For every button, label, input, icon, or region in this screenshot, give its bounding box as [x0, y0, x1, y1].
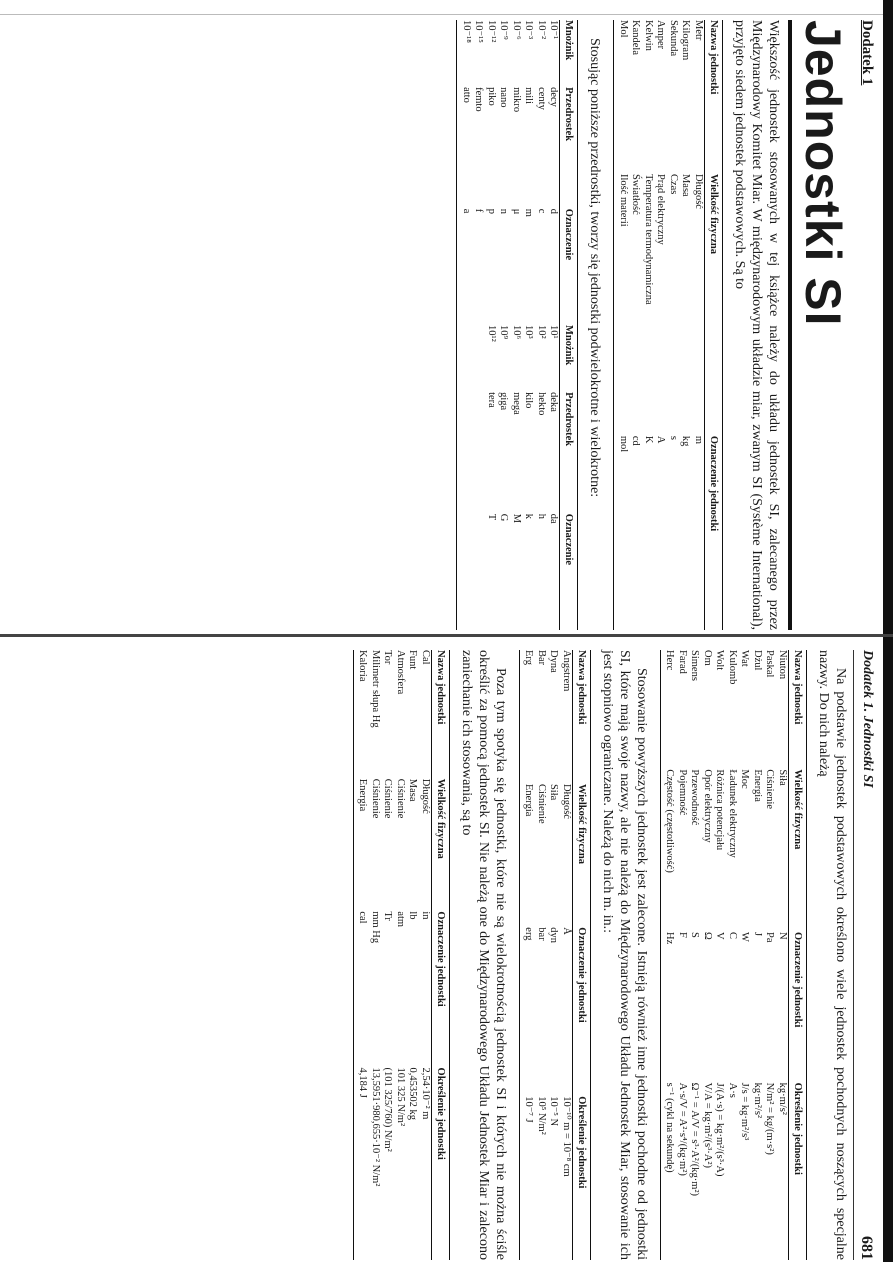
table-cell: F	[677, 932, 688, 938]
table-cell: lb	[407, 911, 419, 920]
table-row	[419, 650, 432, 1260]
table-cell: Wolt	[714, 650, 726, 671]
table-cell: deka	[548, 392, 560, 412]
table-cell: Opór elektryczny	[702, 769, 713, 843]
table-cell: A·s	[727, 1082, 738, 1098]
lower-page	[105, 650, 875, 1260]
table-header-row	[789, 650, 807, 1260]
table-cell: Funt	[407, 650, 419, 670]
table-row	[692, 20, 705, 630]
table-cell: Różnica potencjału	[714, 769, 726, 851]
table-cell: 13,5951·980,655·10⁻² N/m²	[370, 1067, 381, 1187]
table-cell: femto	[473, 87, 485, 112]
table-cell: Energia	[354, 779, 369, 912]
allowed-intro: Stosowanie powyższych jednostek jest zalecone. Istnieją również inne jednostki pochodne od jednostki SI, które mają swoje nazwy, ale nie należą do Międzynarodowego Układu Jednostek Miar, stosowanie ich jest stopniowo ograniczane. Należą do nich m. in.:	[600, 650, 649, 1260]
table-cell: 10⁻¹²	[486, 20, 497, 43]
table-cell: Energia	[520, 784, 535, 927]
derived-intro: Na podstawie jednostek podstawowych określono wiele jednostek pochodnych noszących specjalne nazwy. Do nich należą	[816, 650, 848, 1260]
table-cell: N	[777, 932, 788, 940]
table-cell: Bar	[536, 650, 547, 666]
column-header: Oznaczenie	[560, 514, 578, 630]
table-cell: cal	[354, 911, 369, 1067]
table-cell: 10⁻¹⁸	[457, 20, 472, 87]
column-header: Nazwa jednostki	[573, 650, 591, 784]
table-cell: Amper	[655, 20, 667, 50]
table-cell: Kandela	[630, 20, 642, 55]
table-cell: Siła	[777, 769, 788, 786]
table-cell: kg	[680, 435, 692, 447]
base-units-body	[614, 20, 705, 630]
column-header: Wielkość fizyczna	[705, 174, 723, 436]
table-header-row	[705, 20, 723, 630]
table-row	[726, 650, 739, 1260]
column-header: Przedrostek	[560, 87, 578, 209]
table-cell: J/(A·s) = kg·m²/(s³·A)	[714, 1082, 726, 1177]
table-cell: Temperatura termodynamiczna	[643, 173, 654, 305]
table-cell: atto	[457, 87, 472, 209]
table-row	[547, 20, 560, 630]
table-row	[654, 20, 667, 630]
table-cell: decy	[548, 87, 560, 107]
table-cell: A	[655, 435, 667, 444]
table-cell: 10⁻⁷ J	[520, 1096, 535, 1260]
table-cell: mikro	[511, 87, 522, 113]
table-row	[614, 20, 629, 630]
table-header-row	[432, 650, 450, 1260]
table-cell: centy	[536, 87, 547, 110]
table-header-row	[573, 650, 591, 1260]
table-row	[679, 20, 692, 630]
table-cell: N/m² = kg/(m·s²)	[764, 1082, 776, 1155]
appendix-label: Dodatek 1	[859, 20, 875, 86]
table-cell: Ilość materii	[614, 174, 629, 436]
table-cell: mili	[523, 87, 535, 105]
table-row	[751, 650, 764, 1260]
table-row	[667, 20, 680, 630]
table-cell: Siła	[548, 783, 560, 801]
table-cell: giga	[498, 392, 510, 411]
table-cell: G	[498, 513, 510, 522]
table-cell: Tr	[382, 911, 394, 921]
table-cell: dyn	[548, 927, 560, 944]
table-row	[676, 650, 689, 1260]
other-intro: Poza tym spotyka się jednostki, które nie są wielokrotnością jednostek SI i których nie można ściśle określić za pomocą jednostek SI. Nie należą one do Międzynarodowego Układu Jednostek Miar i zalecono zaniechanie ich stosowania, są to	[459, 650, 508, 1260]
table-cell: 10⁶	[511, 324, 522, 340]
column-header: Nazwa jednostki	[432, 650, 450, 779]
table-row	[354, 650, 369, 1260]
page-title: Jednostki SI	[788, 20, 852, 630]
table-cell: Ciśnienie	[382, 778, 394, 819]
table-row	[661, 650, 676, 1260]
table-cell: 0,453502 kg	[407, 1067, 419, 1121]
table-cell: 10⁻⁵ N	[548, 1096, 560, 1127]
table-cell	[472, 514, 485, 630]
table-cell: Kilogram	[680, 20, 692, 61]
table-cell: a	[457, 209, 472, 325]
table-cell: atm	[395, 911, 406, 928]
upper-page	[105, 20, 875, 630]
table-cell: Długość	[561, 783, 572, 819]
table-header-row	[560, 20, 578, 630]
table-cell: Długość	[693, 173, 704, 209]
column-header: Wielkość fizyczna	[789, 769, 807, 932]
table-cell: f	[473, 208, 485, 213]
table-cell: 10⁻¹⁰ m = 10⁻⁸ cm	[561, 1096, 572, 1177]
derived-units-table	[660, 650, 807, 1260]
deprecated-units-body	[354, 650, 432, 1260]
scan-edge-line	[0, 14, 893, 15]
table-cell	[472, 325, 485, 392]
table-cell: Energia	[752, 769, 763, 802]
running-header	[853, 650, 875, 1260]
column-header: Określenie jednostki	[573, 1096, 591, 1260]
table-cell: mm Hg	[370, 911, 381, 944]
table-cell: Ω	[702, 932, 713, 940]
table-cell: 10⁻¹⁵	[473, 20, 485, 43]
prefix-table-body	[457, 20, 560, 630]
table-row	[701, 650, 714, 1260]
column-header: Nazwa jednostki	[789, 650, 807, 769]
table-cell: S	[689, 932, 701, 938]
table-cell	[472, 392, 485, 514]
column-header: Wielkość fizyczna	[432, 779, 450, 912]
table-cell: tera	[486, 392, 497, 408]
table-row	[510, 20, 523, 630]
table-row	[763, 650, 776, 1260]
table-cell: (101 325/760) N/m²	[382, 1067, 394, 1152]
table-cell: 10⁹	[498, 324, 510, 340]
table-cell: K	[643, 435, 654, 444]
base-units-table	[614, 20, 724, 630]
table-row	[406, 650, 419, 1260]
table-cell: Pa	[764, 932, 776, 943]
table-cell: hekto	[536, 392, 547, 416]
column-header: Określenie jednostki	[789, 1083, 807, 1260]
table-cell: 10⁻⁹	[498, 20, 510, 40]
table-cell: Pojemność	[677, 769, 688, 816]
table-cell: 10⁻²	[536, 20, 547, 40]
table-row	[560, 650, 573, 1260]
table-cell: Kaloria	[354, 650, 369, 779]
table-cell: Hz	[661, 932, 676, 1083]
table-cell: Wat	[739, 650, 751, 667]
table-cell: Paskal	[764, 650, 776, 678]
table-cell: Ω⁻¹ = A/V = s³·A²/(kg·m²)	[689, 1082, 701, 1197]
table-cell: Dyna	[548, 650, 560, 673]
table-cell: 2,54·10⁻² m	[420, 1067, 431, 1120]
table-cell: Ładunek elektryczny	[727, 769, 738, 858]
column-header: Określenie jednostki	[432, 1068, 450, 1260]
table-cell: s	[668, 435, 679, 440]
non-si-table	[519, 650, 591, 1260]
running-head: Dodatek 1. Jednostki SI	[860, 650, 875, 788]
table-cell: Moc	[739, 769, 751, 789]
table-cell: Światłość	[630, 173, 642, 215]
table-cell: C	[727, 932, 738, 940]
prefix-table	[457, 20, 579, 630]
table-cell: c	[536, 208, 547, 214]
deprecated-units-table	[353, 650, 450, 1260]
table-cell: 10³	[523, 324, 535, 339]
table-cell: Tor	[382, 650, 394, 665]
table-cell: Masa	[680, 173, 692, 197]
derived-units-body	[661, 650, 789, 1260]
table-cell	[457, 514, 472, 630]
page-number: 681	[858, 1236, 875, 1260]
table-cell: V/A = kg·m²/(s³·A²)	[702, 1082, 713, 1168]
table-cell: Prąd elektryczny	[655, 173, 667, 245]
table-cell: bar	[536, 927, 547, 941]
table-cell: J	[752, 932, 763, 937]
table-cell: Sekunda	[668, 20, 679, 57]
non-si-body	[520, 650, 573, 1260]
table-cell: Herc	[661, 650, 676, 769]
table-cell: M	[511, 513, 522, 524]
table-cell: A·s/V = A²·s⁴/(kg·m²)	[677, 1082, 688, 1176]
column-header: Oznaczenie jednostki	[789, 932, 807, 1083]
table-cell: 10¹	[548, 324, 560, 339]
table-cell: p	[486, 208, 497, 215]
table-cell: cd	[630, 435, 642, 446]
table-cell: kg·m/s²	[777, 1082, 788, 1115]
table-cell: Metr	[693, 20, 704, 41]
table-cell: piko	[486, 87, 497, 106]
intro-paragraph: Większość jednostek stosowanych w tej książce należy do układu jednostek SI, zalecanego przez Międzynarodowy Komitet Miar. W międzynarodowym układzie miar, zwanym SI (Système International), przyjęto siedem jednostek podstawowych. Są to	[732, 20, 781, 630]
table-row	[688, 650, 701, 1260]
table-cell: 10⁻³	[523, 20, 535, 40]
column-header: Oznaczenie	[560, 209, 578, 325]
table-row	[522, 20, 535, 630]
table-cell: Farad	[677, 650, 688, 674]
table-cell: erg	[520, 927, 535, 1096]
table-cell: Długość	[420, 778, 431, 814]
table-cell: nano	[498, 87, 510, 108]
table-cell: da	[548, 513, 560, 524]
table-cell: Ciśnienie	[370, 778, 381, 819]
table-cell: 10²	[536, 324, 547, 339]
column-header: Mnożnik	[560, 325, 578, 392]
table-cell: J/s = kg·m²/s³	[739, 1082, 751, 1141]
table-cell: Å	[561, 927, 572, 935]
table-cell: Mol	[614, 20, 629, 174]
table-cell: T	[486, 513, 497, 521]
page-fold-divider	[0, 634, 893, 637]
table-row	[381, 650, 394, 1260]
table-cell: mega	[511, 392, 522, 415]
table-cell: W	[739, 932, 751, 942]
table-row	[394, 650, 407, 1260]
table-cell: s⁻¹ (cykl na sekundę)	[661, 1083, 676, 1260]
table-cell: Czas	[668, 173, 679, 195]
table-cell: Kelwin	[643, 20, 654, 51]
table-cell: 4,184 J	[354, 1068, 369, 1260]
table-row	[520, 650, 535, 1260]
table-cell: Ciśnienie	[395, 778, 406, 819]
table-cell: Simens	[689, 650, 701, 681]
table-cell: in	[420, 911, 431, 920]
table-cell: Milimetr słupa Hg	[370, 650, 381, 728]
table-cell: Masa	[407, 778, 419, 802]
table-row	[642, 20, 655, 630]
table-cell: kg·m²/s²	[752, 1082, 763, 1119]
column-header: Wielkość fizyczna	[573, 784, 591, 927]
column-header: Oznaczenie jednostki	[705, 436, 723, 630]
table-cell: Cal	[420, 650, 431, 665]
table-row	[738, 650, 751, 1260]
table-row	[713, 650, 726, 1260]
table-cell: Częstość (częstotliwość)	[661, 769, 676, 932]
table-row	[776, 650, 789, 1260]
table-cell: mol	[614, 436, 629, 630]
column-header: Oznaczenie jednostki	[573, 927, 591, 1096]
table-cell: 101 325 N/m²	[395, 1067, 406, 1127]
table-cell	[457, 325, 472, 392]
table-cell: Ciśnienie	[536, 783, 547, 824]
table-cell: Przewodność	[689, 769, 701, 826]
table-cell: Erg	[520, 650, 535, 784]
table-cell: Niuton	[777, 650, 788, 680]
table-cell: 10¹²	[486, 324, 497, 342]
table-row	[535, 650, 548, 1260]
table-cell: 10⁻¹	[548, 20, 560, 40]
table-cell: d	[548, 208, 560, 215]
table-cell: kilo	[523, 392, 535, 409]
table-row	[369, 650, 382, 1260]
table-row	[629, 20, 642, 630]
table-cell: 10⁻⁶	[511, 20, 522, 40]
table-cell: h	[536, 513, 547, 520]
column-header: Przedrostek	[560, 392, 578, 514]
table-cell: m	[693, 435, 704, 445]
table-cell: Dżul	[752, 650, 763, 671]
table-row	[547, 650, 560, 1260]
table-cell: k	[523, 513, 535, 520]
table-cell: μ	[511, 208, 522, 215]
table-cell: 10⁵ N/m²	[536, 1096, 547, 1135]
table-cell: Kulomb	[727, 650, 738, 685]
table-cell	[457, 392, 472, 514]
table-cell: Angstrem	[561, 650, 572, 692]
table-row	[472, 20, 485, 630]
column-header: Oznaczenie jednostki	[432, 911, 450, 1067]
table-row	[497, 20, 510, 630]
column-header: Mnożnik	[560, 20, 578, 87]
table-cell: Atmosfera	[395, 650, 406, 695]
table-cell: Om	[702, 650, 713, 666]
table-row	[535, 20, 548, 630]
table-cell: V	[714, 932, 726, 940]
table-cell: m	[523, 208, 535, 217]
table-row	[457, 20, 472, 630]
prefix-intro: Stosując poniższe przedrostki, tworzy się jednostki podwielokrotne i wielokrotne:	[587, 38, 603, 498]
table-cell: n	[498, 208, 510, 215]
scan-binding-edge	[883, 0, 893, 1262]
table-cell: Ciśnienie	[764, 769, 776, 810]
column-header: Nazwa jednostki	[705, 20, 723, 174]
table-row	[485, 20, 498, 630]
